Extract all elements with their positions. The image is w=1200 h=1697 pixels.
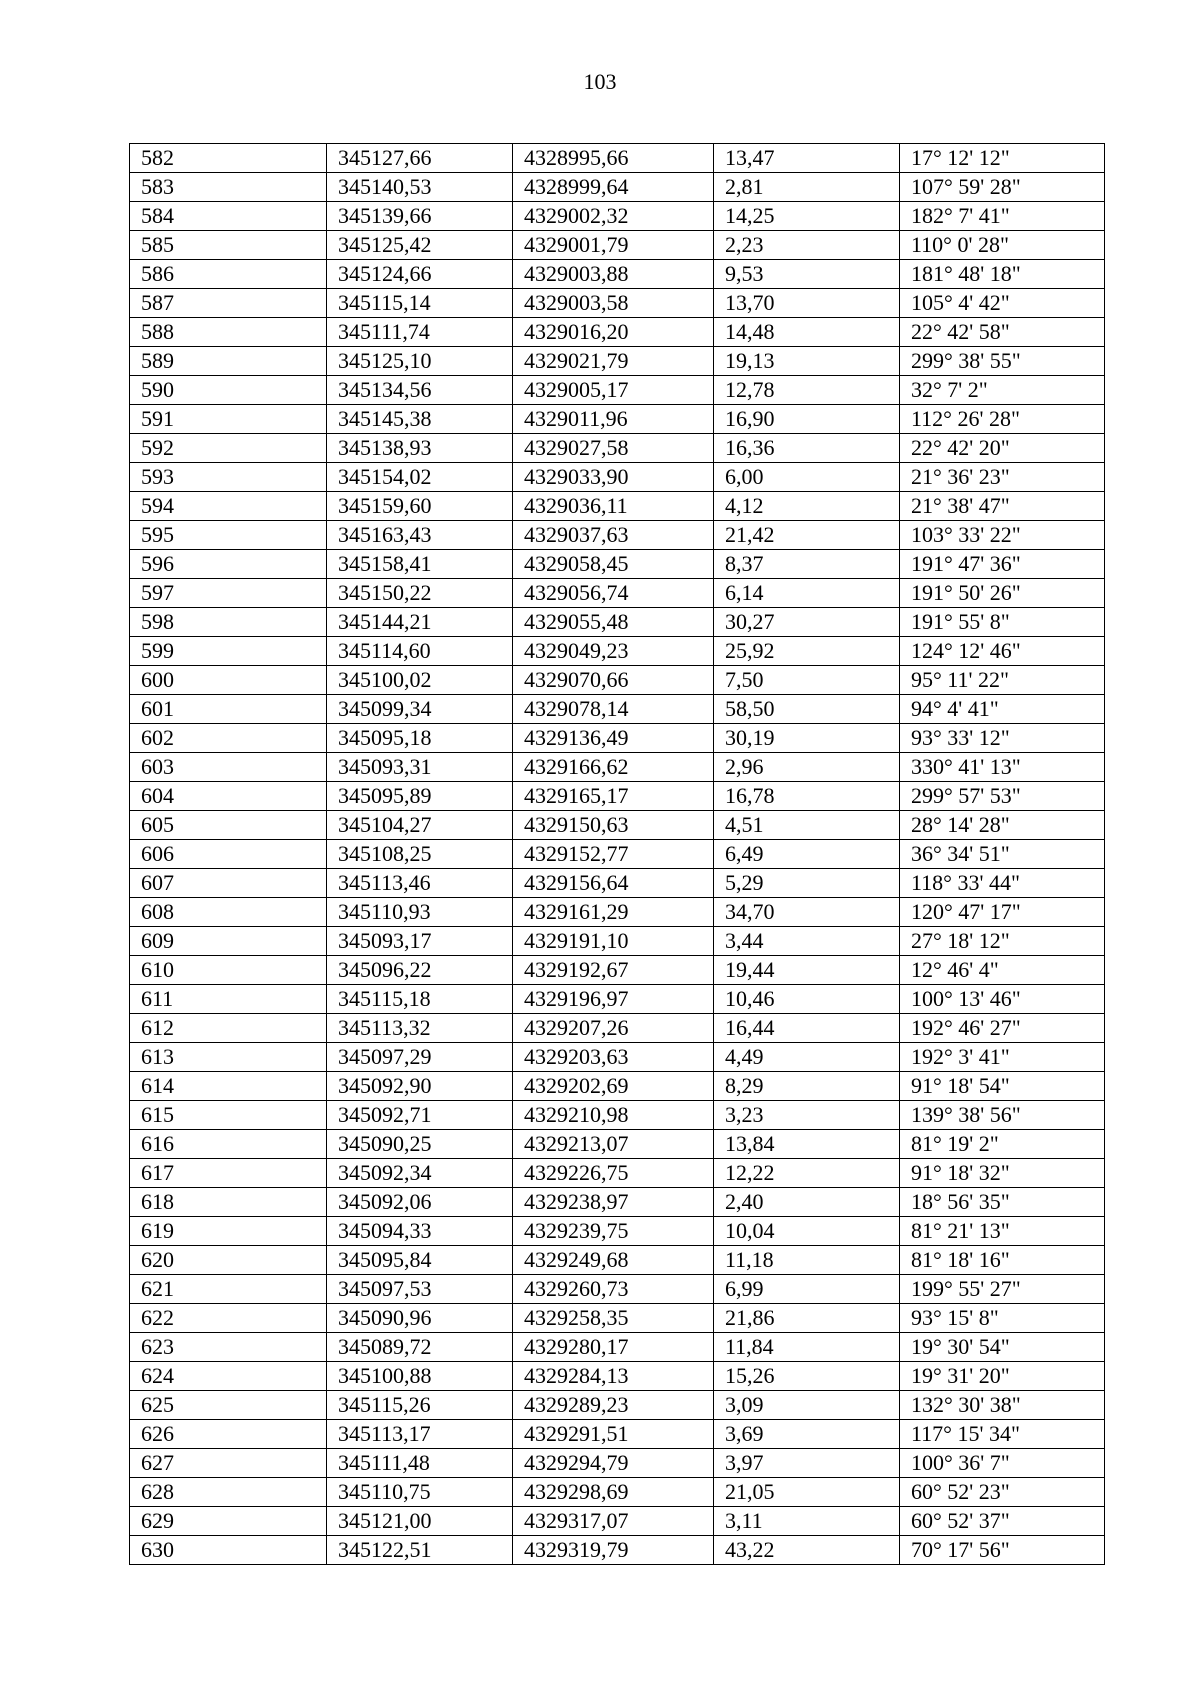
y-coordinate-cell: 4329156,64 [513,869,714,898]
x-coordinate-cell: 345108,25 [327,840,513,869]
y-coordinate-cell: 4329317,07 [513,1507,714,1536]
table-row [130,666,1105,695]
table-row [130,492,1105,521]
table-row [130,956,1105,985]
y-coordinate-cell: 4329207,26 [513,1014,714,1043]
x-coordinate-cell: 345163,43 [327,521,513,550]
point-number-cell: 611 [130,985,327,1014]
y-coordinate-cell: 4329166,62 [513,753,714,782]
point-number-cell: 593 [130,463,327,492]
point-number-cell: 609 [130,927,327,956]
y-coordinate-cell: 4328995,66 [513,144,714,173]
length-cell: 13,84 [714,1130,900,1159]
y-coordinate-cell: 4329002,32 [513,202,714,231]
y-coordinate-cell: 4329258,35 [513,1304,714,1333]
x-coordinate-cell: 345092,34 [327,1159,513,1188]
bearing-cell: 93° 15' 8" [900,1304,1105,1333]
table-row [130,1217,1105,1246]
point-number-cell: 628 [130,1478,327,1507]
length-cell: 19,44 [714,956,900,985]
table-row [130,1014,1105,1043]
y-coordinate-cell: 4329136,49 [513,724,714,753]
point-number-cell: 612 [130,1014,327,1043]
point-number-cell: 587 [130,289,327,318]
table-row [130,260,1105,289]
point-number-cell: 589 [130,347,327,376]
length-cell: 30,19 [714,724,900,753]
bearing-cell: 139° 38' 56" [900,1101,1105,1130]
bearing-cell: 299° 57' 53" [900,782,1105,811]
point-number-cell: 597 [130,579,327,608]
table-row [130,579,1105,608]
bearing-cell: 100° 36' 7" [900,1449,1105,1478]
length-cell: 7,50 [714,666,900,695]
length-cell: 13,70 [714,289,900,318]
y-coordinate-cell: 4329037,63 [513,521,714,550]
y-coordinate-cell: 4329011,96 [513,405,714,434]
length-cell: 3,23 [714,1101,900,1130]
bearing-cell: 192° 3' 41" [900,1043,1105,1072]
table-row [130,1391,1105,1420]
length-cell: 6,14 [714,579,900,608]
point-number-cell: 605 [130,811,327,840]
y-coordinate-cell: 4329284,13 [513,1362,714,1391]
x-coordinate-cell: 345124,66 [327,260,513,289]
bearing-cell: 100° 13' 46" [900,985,1105,1014]
bearing-cell: 60° 52' 37" [900,1507,1105,1536]
x-coordinate-cell: 345110,75 [327,1478,513,1507]
bearing-cell: 19° 31' 20" [900,1362,1105,1391]
table-row [130,1420,1105,1449]
point-number-cell: 598 [130,608,327,637]
bearing-cell: 110° 0' 28" [900,231,1105,260]
point-number-cell: 592 [130,434,327,463]
length-cell: 8,37 [714,550,900,579]
table-row [130,1449,1105,1478]
length-cell: 3,69 [714,1420,900,1449]
table-row [130,1333,1105,1362]
length-cell: 13,47 [714,144,900,173]
length-cell: 2,23 [714,231,900,260]
length-cell: 4,49 [714,1043,900,1072]
table-row [130,376,1105,405]
length-cell: 19,13 [714,347,900,376]
y-coordinate-cell: 4329210,98 [513,1101,714,1130]
x-coordinate-cell: 345134,56 [327,376,513,405]
table-row [130,782,1105,811]
x-coordinate-cell: 345089,72 [327,1333,513,1362]
x-coordinate-cell: 345099,34 [327,695,513,724]
point-number-cell: 608 [130,898,327,927]
point-number-cell: 613 [130,1043,327,1072]
x-coordinate-cell: 345139,66 [327,202,513,231]
bearing-cell: 199° 55' 27" [900,1275,1105,1304]
x-coordinate-cell: 345140,53 [327,173,513,202]
bearing-cell: 95° 11' 22" [900,666,1105,695]
x-coordinate-cell: 345150,22 [327,579,513,608]
y-coordinate-cell: 4329238,97 [513,1188,714,1217]
x-coordinate-cell: 345115,18 [327,985,513,1014]
length-cell: 10,04 [714,1217,900,1246]
y-coordinate-cell: 4329226,75 [513,1159,714,1188]
y-coordinate-cell: 4329070,66 [513,666,714,695]
bearing-cell: 181° 48' 18" [900,260,1105,289]
table-row [130,608,1105,637]
length-cell: 58,50 [714,695,900,724]
bearing-cell: 103° 33' 22" [900,521,1105,550]
bearing-cell: 22° 42' 58" [900,318,1105,347]
y-coordinate-cell: 4329001,79 [513,231,714,260]
bearing-cell: 105° 4' 42" [900,289,1105,318]
bearing-cell: 124° 12' 46" [900,637,1105,666]
y-coordinate-cell: 4329036,11 [513,492,714,521]
x-coordinate-cell: 345115,14 [327,289,513,318]
bearing-cell: 112° 26' 28" [900,405,1105,434]
x-coordinate-cell: 345127,66 [327,144,513,173]
table-row [130,318,1105,347]
x-coordinate-cell: 345110,93 [327,898,513,927]
y-coordinate-cell: 4329192,67 [513,956,714,985]
y-coordinate-cell: 4329016,20 [513,318,714,347]
coordinates-table-body [130,144,1105,1565]
x-coordinate-cell: 345158,41 [327,550,513,579]
y-coordinate-cell: 4329213,07 [513,1130,714,1159]
length-cell: 14,25 [714,202,900,231]
length-cell: 3,97 [714,1449,900,1478]
x-coordinate-cell: 345093,17 [327,927,513,956]
bearing-cell: 132° 30' 38" [900,1391,1105,1420]
table-row [130,202,1105,231]
point-number-cell: 620 [130,1246,327,1275]
x-coordinate-cell: 345144,21 [327,608,513,637]
point-number-cell: 615 [130,1101,327,1130]
bearing-cell: 330° 41' 13" [900,753,1105,782]
table-row [130,463,1105,492]
y-coordinate-cell: 4329161,29 [513,898,714,927]
bearing-cell: 120° 47' 17" [900,898,1105,927]
point-number-cell: 614 [130,1072,327,1101]
y-coordinate-cell: 4329033,90 [513,463,714,492]
length-cell: 4,12 [714,492,900,521]
table-row [130,1275,1105,1304]
point-number-cell: 603 [130,753,327,782]
table-row [130,1507,1105,1536]
table-row [130,637,1105,666]
x-coordinate-cell: 345115,26 [327,1391,513,1420]
length-cell: 8,29 [714,1072,900,1101]
point-number-cell: 619 [130,1217,327,1246]
point-number-cell: 584 [130,202,327,231]
point-number-cell: 601 [130,695,327,724]
bearing-cell: 12° 46' 4" [900,956,1105,985]
table-row [130,144,1105,173]
x-coordinate-cell: 345125,42 [327,231,513,260]
table-row [130,1362,1105,1391]
bearing-cell: 299° 38' 55" [900,347,1105,376]
y-coordinate-cell: 4329203,63 [513,1043,714,1072]
bearing-cell: 192° 46' 27" [900,1014,1105,1043]
table-row [130,1159,1105,1188]
x-coordinate-cell: 345145,38 [327,405,513,434]
y-coordinate-cell: 4329056,74 [513,579,714,608]
y-coordinate-cell: 4329027,58 [513,434,714,463]
length-cell: 14,48 [714,318,900,347]
point-number-cell: 621 [130,1275,327,1304]
point-number-cell: 606 [130,840,327,869]
bearing-cell: 36° 34' 51" [900,840,1105,869]
point-number-cell: 586 [130,260,327,289]
x-coordinate-cell: 345159,60 [327,492,513,521]
x-coordinate-cell: 345138,93 [327,434,513,463]
length-cell: 3,09 [714,1391,900,1420]
length-cell: 2,40 [714,1188,900,1217]
point-number-cell: 617 [130,1159,327,1188]
length-cell: 2,96 [714,753,900,782]
point-number-cell: 616 [130,1130,327,1159]
point-number-cell: 590 [130,376,327,405]
y-coordinate-cell: 4329298,69 [513,1478,714,1507]
point-number-cell: 588 [130,318,327,347]
y-coordinate-cell: 4329055,48 [513,608,714,637]
length-cell: 25,92 [714,637,900,666]
table-row [130,811,1105,840]
x-coordinate-cell: 345096,22 [327,956,513,985]
y-coordinate-cell: 4329003,88 [513,260,714,289]
x-coordinate-cell: 345113,46 [327,869,513,898]
x-coordinate-cell: 345090,96 [327,1304,513,1333]
point-number-cell: 610 [130,956,327,985]
point-number-cell: 604 [130,782,327,811]
point-number-cell: 625 [130,1391,327,1420]
bearing-cell: 81° 19' 2" [900,1130,1105,1159]
x-coordinate-cell: 345100,88 [327,1362,513,1391]
bearing-cell: 19° 30' 54" [900,1333,1105,1362]
x-coordinate-cell: 345154,02 [327,463,513,492]
bearing-cell: 191° 47' 36" [900,550,1105,579]
table-row [130,1304,1105,1333]
x-coordinate-cell: 345113,17 [327,1420,513,1449]
x-coordinate-cell: 345095,18 [327,724,513,753]
bearing-cell: 17° 12' 12" [900,144,1105,173]
table-row [130,1130,1105,1159]
length-cell: 6,99 [714,1275,900,1304]
x-coordinate-cell: 345121,00 [327,1507,513,1536]
coordinates-table [129,143,1105,1565]
y-coordinate-cell: 4329021,79 [513,347,714,376]
bearing-cell: 91° 18' 54" [900,1072,1105,1101]
length-cell: 21,86 [714,1304,900,1333]
x-coordinate-cell: 345111,74 [327,318,513,347]
table-row [130,1478,1105,1507]
x-coordinate-cell: 345104,27 [327,811,513,840]
length-cell: 9,53 [714,260,900,289]
bearing-cell: 18° 56' 35" [900,1188,1105,1217]
y-coordinate-cell: 4329049,23 [513,637,714,666]
table-row [130,521,1105,550]
point-number-cell: 624 [130,1362,327,1391]
y-coordinate-cell: 4329202,69 [513,1072,714,1101]
table-row [130,840,1105,869]
x-coordinate-cell: 345097,29 [327,1043,513,1072]
x-coordinate-cell: 345125,10 [327,347,513,376]
point-number-cell: 585 [130,231,327,260]
point-number-cell: 607 [130,869,327,898]
x-coordinate-cell: 345094,33 [327,1217,513,1246]
table-row [130,753,1105,782]
point-number-cell: 600 [130,666,327,695]
x-coordinate-cell: 345113,32 [327,1014,513,1043]
length-cell: 16,78 [714,782,900,811]
length-cell: 6,00 [714,463,900,492]
x-coordinate-cell: 345090,25 [327,1130,513,1159]
y-coordinate-cell: 4329152,77 [513,840,714,869]
bearing-cell: 27° 18' 12" [900,927,1105,956]
bearing-cell: 182° 7' 41" [900,202,1105,231]
point-number-cell: 618 [130,1188,327,1217]
table-row [130,1043,1105,1072]
bearing-cell: 81° 21' 13" [900,1217,1105,1246]
y-coordinate-cell: 4329165,17 [513,782,714,811]
bearing-cell: 191° 50' 26" [900,579,1105,608]
point-number-cell: 626 [130,1420,327,1449]
x-coordinate-cell: 345097,53 [327,1275,513,1304]
y-coordinate-cell: 4329291,51 [513,1420,714,1449]
y-coordinate-cell: 4328999,64 [513,173,714,202]
y-coordinate-cell: 4329191,10 [513,927,714,956]
length-cell: 16,36 [714,434,900,463]
bearing-cell: 191° 55' 8" [900,608,1105,637]
table-row [130,724,1105,753]
point-number-cell: 629 [130,1507,327,1536]
y-coordinate-cell: 4329289,23 [513,1391,714,1420]
table-row [130,927,1105,956]
bearing-cell: 28° 14' 28" [900,811,1105,840]
point-number-cell: 630 [130,1536,327,1565]
length-cell: 34,70 [714,898,900,927]
y-coordinate-cell: 4329280,17 [513,1333,714,1362]
point-number-cell: 591 [130,405,327,434]
x-coordinate-cell: 345092,90 [327,1072,513,1101]
y-coordinate-cell: 4329294,79 [513,1449,714,1478]
point-number-cell: 627 [130,1449,327,1478]
table-row [130,869,1105,898]
y-coordinate-cell: 4329196,97 [513,985,714,1014]
y-coordinate-cell: 4329319,79 [513,1536,714,1565]
length-cell: 12,22 [714,1159,900,1188]
x-coordinate-cell: 345100,02 [327,666,513,695]
table-row [130,173,1105,202]
length-cell: 43,22 [714,1536,900,1565]
y-coordinate-cell: 4329260,73 [513,1275,714,1304]
x-coordinate-cell: 345111,48 [327,1449,513,1478]
y-coordinate-cell: 4329003,58 [513,289,714,318]
length-cell: 30,27 [714,608,900,637]
length-cell: 10,46 [714,985,900,1014]
length-cell: 21,42 [714,521,900,550]
table-row [130,1246,1105,1275]
table-row [130,1101,1105,1130]
length-cell: 5,29 [714,869,900,898]
length-cell: 6,49 [714,840,900,869]
length-cell: 11,18 [714,1246,900,1275]
bearing-cell: 118° 33' 44" [900,869,1105,898]
point-number-cell: 623 [130,1333,327,1362]
x-coordinate-cell: 345114,60 [327,637,513,666]
bearing-cell: 81° 18' 16" [900,1246,1105,1275]
table-row [130,1536,1105,1565]
table-row [130,898,1105,927]
table-row [130,695,1105,724]
point-number-cell: 595 [130,521,327,550]
table-row [130,289,1105,318]
length-cell: 3,11 [714,1507,900,1536]
bearing-cell: 107° 59' 28" [900,173,1105,202]
length-cell: 11,84 [714,1333,900,1362]
x-coordinate-cell: 345095,84 [327,1246,513,1275]
x-coordinate-cell: 345092,06 [327,1188,513,1217]
y-coordinate-cell: 4329078,14 [513,695,714,724]
table-row [130,434,1105,463]
length-cell: 16,44 [714,1014,900,1043]
x-coordinate-cell: 345092,71 [327,1101,513,1130]
y-coordinate-cell: 4329150,63 [513,811,714,840]
length-cell: 21,05 [714,1478,900,1507]
length-cell: 12,78 [714,376,900,405]
point-number-cell: 594 [130,492,327,521]
length-cell: 15,26 [714,1362,900,1391]
length-cell: 4,51 [714,811,900,840]
bearing-cell: 93° 33' 12" [900,724,1105,753]
length-cell: 3,44 [714,927,900,956]
table-row [130,1072,1105,1101]
table-row [130,231,1105,260]
bearing-cell: 70° 17' 56" [900,1536,1105,1565]
point-number-cell: 622 [130,1304,327,1333]
y-coordinate-cell: 4329058,45 [513,550,714,579]
point-number-cell: 596 [130,550,327,579]
length-cell: 16,90 [714,405,900,434]
table-row [130,1188,1105,1217]
point-number-cell: 582 [130,144,327,173]
bearing-cell: 94° 4' 41" [900,695,1105,724]
table-row [130,550,1105,579]
y-coordinate-cell: 4329239,75 [513,1217,714,1246]
table-row [130,405,1105,434]
bearing-cell: 117° 15' 34" [900,1420,1105,1449]
x-coordinate-cell: 345095,89 [327,782,513,811]
x-coordinate-cell: 345093,31 [327,753,513,782]
point-number-cell: 583 [130,173,327,202]
bearing-cell: 21° 36' 23" [900,463,1105,492]
bearing-cell: 21° 38' 47" [900,492,1105,521]
y-coordinate-cell: 4329249,68 [513,1246,714,1275]
x-coordinate-cell: 345122,51 [327,1536,513,1565]
bearing-cell: 32° 7' 2" [900,376,1105,405]
point-number-cell: 599 [130,637,327,666]
table-row [130,985,1105,1014]
point-number-cell: 602 [130,724,327,753]
bearing-cell: 22° 42' 20" [900,434,1105,463]
table-row [130,347,1105,376]
bearing-cell: 60° 52' 23" [900,1478,1105,1507]
page-number: 103 [583,69,617,94]
y-coordinate-cell: 4329005,17 [513,376,714,405]
bearing-cell: 91° 18' 32" [900,1159,1105,1188]
length-cell: 2,81 [714,173,900,202]
